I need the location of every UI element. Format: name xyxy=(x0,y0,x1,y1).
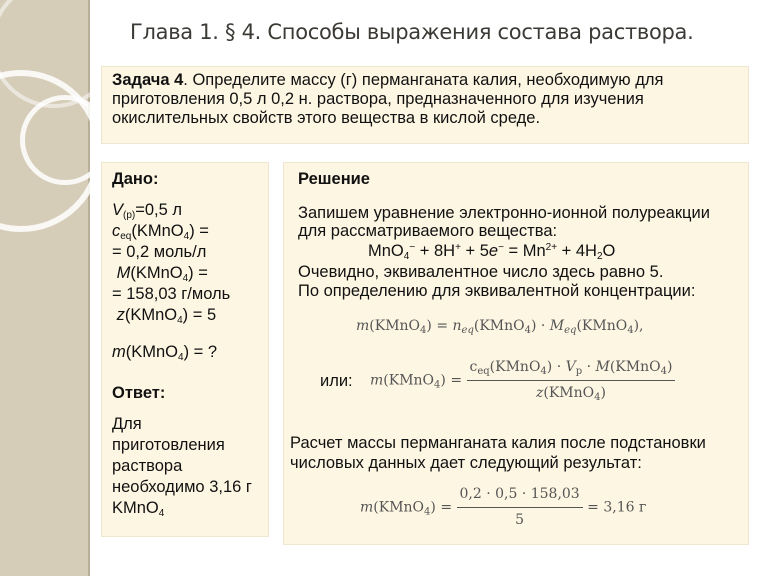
solution-box xyxy=(283,162,749,545)
given-concentration: $c_{eq}(KMnO_4)$ = xyxy=(112,222,209,242)
solution-para2-line1: Расчет массы перманганата калия после подстановки xyxy=(290,434,706,452)
solution-line2: для рассматриваемого вещества: xyxy=(298,222,558,240)
task-label: Задача 4 xyxy=(112,71,184,89)
solution-line4: Очевидно, эквивалентное число здесь равно 5. xyxy=(298,263,664,281)
answer-header: Ответ: xyxy=(112,384,166,402)
result-denominator: 5 xyxy=(515,512,525,528)
solution-line5: По определению для эквивалентной концентрации: xyxy=(298,282,696,300)
result-numerator: 0,2 · 0,5 · 158,03 xyxy=(457,484,583,508)
page-title: Глава 1. § 4. Способы выражения состава раствора. xyxy=(130,20,694,44)
solution-line1: Запишем уравнение электронно-ионной полуреакции xyxy=(298,204,710,222)
given-box xyxy=(101,162,269,537)
formula-mass: m(KMnO$_4$) = $n_{eq}(KMnO_4)$ · $M_{eq}(KMnO_4)$, xyxy=(356,318,644,336)
task-box xyxy=(101,66,749,144)
given-concentration-value: = 0,2 моль/л xyxy=(112,243,207,261)
result-value: = 3,16 г xyxy=(587,499,647,516)
task-text: . Определите массу (г) перманганата калия, необходимую для приготовления 0,5 л 0,2 н. раствора, предназначенного для изучения окислительных свойств этого вещества в кислой среде. xyxy=(112,71,664,127)
given-equiv-number: z(KMnO$_4$) = 5 xyxy=(116,306,217,326)
formula-result: m(KMnO$_4$) = $\frac{0,2 \cdot 0,5 \cdot 158,03}{5}$ = 3,16 г xyxy=(360,484,646,531)
given-find: m(KMnO$_4$) = ? xyxy=(112,343,218,363)
solution-para2-line2: числовых данных дает следующий результат: xyxy=(290,454,642,472)
formula-mass-alt: m(KMnO$_4$) = $\frac{c_{eq}(KMnO_4) \cdot V_p \cdot M(KMnO_4)}{z(KMnO_4)}$ xyxy=(370,357,675,404)
given-molar-mass-value: = 158,03 г/моль xyxy=(112,285,231,303)
given-header: Дано: xyxy=(112,170,159,188)
answer-text: Для приготовления раствора необходимо 3,16 г KMnO$_4$ xyxy=(112,415,252,519)
or-label: или: xyxy=(320,372,353,390)
solution-header: Решение xyxy=(298,170,370,188)
given-volume: $V_{(p)}=0,5$ л xyxy=(112,201,183,221)
decor-circle-small xyxy=(20,95,110,185)
half-reaction-equation: $MnO_4^- + 8H^+ + 5e^- = Mn^{2+} + 4H_2O$ xyxy=(368,242,616,262)
given-molar-mass: M(KMnO$_4$) = xyxy=(116,264,208,284)
